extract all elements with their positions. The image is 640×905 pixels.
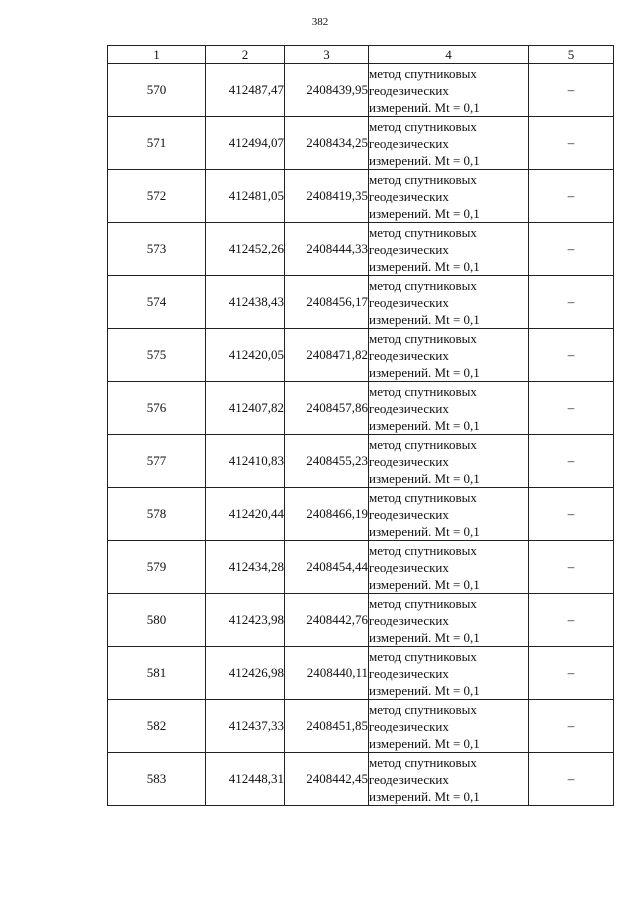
method-cell xyxy=(369,64,529,117)
method-line: метод спутниковых xyxy=(369,118,477,134)
x-coordinate-cell: 412487,47 xyxy=(206,64,285,117)
point-number-cell: 571 xyxy=(108,117,206,170)
method-cell xyxy=(369,223,529,276)
table-row xyxy=(108,170,614,223)
method-line: геодезических xyxy=(369,718,449,734)
point-number-cell: 583 xyxy=(108,753,206,806)
table-row xyxy=(108,276,614,329)
header-col-5: 5 xyxy=(529,46,614,64)
note-cell: – xyxy=(529,647,614,700)
method-line: метод спутниковых xyxy=(369,224,477,240)
method-line: метод спутниковых xyxy=(369,754,477,770)
method-cell xyxy=(369,541,529,594)
note-cell: – xyxy=(529,329,614,382)
y-coordinate-cell: 2408444,33 xyxy=(285,223,369,276)
method-line: измерений. Mt = 0,1 xyxy=(369,576,480,592)
point-number-cell: 575 xyxy=(108,329,206,382)
point-number-cell: 579 xyxy=(108,541,206,594)
note-cell: – xyxy=(529,170,614,223)
x-coordinate-cell: 412437,33 xyxy=(206,700,285,753)
method-line: измерений. Mt = 0,1 xyxy=(369,470,480,486)
method-cell xyxy=(369,647,529,700)
method-line: геодезических xyxy=(369,135,449,151)
point-number-cell: 570 xyxy=(108,64,206,117)
y-coordinate-cell: 2408471,82 xyxy=(285,329,369,382)
method-line: измерений. Mt = 0,1 xyxy=(369,629,480,645)
method-line: измерений. Mt = 0,1 xyxy=(369,735,480,751)
method-line: геодезических xyxy=(369,665,449,681)
table-row xyxy=(108,541,614,594)
method-cell xyxy=(369,276,529,329)
x-coordinate-cell: 412410,83 xyxy=(206,435,285,488)
method-line: метод спутниковых xyxy=(369,648,477,664)
method-line: метод спутниковых xyxy=(369,65,477,81)
table-row xyxy=(108,117,614,170)
method-line: измерений. Mt = 0,1 xyxy=(369,99,480,115)
y-coordinate-cell: 2408440,11 xyxy=(285,647,369,700)
point-number-cell: 574 xyxy=(108,276,206,329)
note-cell: – xyxy=(529,488,614,541)
point-number-cell: 581 xyxy=(108,647,206,700)
method-cell xyxy=(369,488,529,541)
method-line: метод спутниковых xyxy=(369,277,477,293)
table-header-row xyxy=(108,46,614,64)
method-line: метод спутниковых xyxy=(369,542,477,558)
y-coordinate-cell: 2408439,95 xyxy=(285,64,369,117)
y-coordinate-cell: 2408442,45 xyxy=(285,753,369,806)
table-row xyxy=(108,753,614,806)
y-coordinate-cell: 2408451,85 xyxy=(285,700,369,753)
method-line: метод спутниковых xyxy=(369,701,477,717)
method-line: измерений. Mt = 0,1 xyxy=(369,788,480,804)
method-cell xyxy=(369,700,529,753)
note-cell: – xyxy=(529,276,614,329)
method-line: измерений. Mt = 0,1 xyxy=(369,523,480,539)
method-cell xyxy=(369,594,529,647)
method-line: измерений. Mt = 0,1 xyxy=(369,364,480,380)
y-coordinate-cell: 2408454,44 xyxy=(285,541,369,594)
point-number-cell: 577 xyxy=(108,435,206,488)
x-coordinate-cell: 412448,31 xyxy=(206,753,285,806)
point-number-cell: 573 xyxy=(108,223,206,276)
method-line: измерений. Mt = 0,1 xyxy=(369,152,480,168)
note-cell: – xyxy=(529,594,614,647)
page-number: 382 xyxy=(311,16,329,28)
table-row xyxy=(108,594,614,647)
method-line: измерений. Mt = 0,1 xyxy=(369,417,480,433)
table-row xyxy=(108,435,614,488)
method-line: измерений. Mt = 0,1 xyxy=(369,682,480,698)
method-line: измерений. Mt = 0,1 xyxy=(369,258,480,274)
header-col-3: 3 xyxy=(285,46,369,64)
y-coordinate-cell: 2408455,23 xyxy=(285,435,369,488)
x-coordinate-cell: 412426,98 xyxy=(206,647,285,700)
table-row xyxy=(108,64,614,117)
method-line: измерений. Mt = 0,1 xyxy=(369,311,480,327)
method-line: геодезических xyxy=(369,771,449,787)
x-coordinate-cell: 412420,44 xyxy=(206,488,285,541)
x-coordinate-cell: 412481,05 xyxy=(206,170,285,223)
table-row xyxy=(108,700,614,753)
y-coordinate-cell: 2408442,76 xyxy=(285,594,369,647)
note-cell: – xyxy=(529,382,614,435)
method-line: геодезических xyxy=(369,241,449,257)
table-row xyxy=(108,382,614,435)
method-line: метод спутниковых xyxy=(369,383,477,399)
x-coordinate-cell: 412438,43 xyxy=(206,276,285,329)
table-row xyxy=(108,488,614,541)
header-col-1: 1 xyxy=(108,46,206,64)
method-line: метод спутниковых xyxy=(369,436,477,452)
method-line: метод спутниковых xyxy=(369,330,477,346)
note-cell: – xyxy=(529,117,614,170)
y-coordinate-cell: 2408457,86 xyxy=(285,382,369,435)
note-cell: – xyxy=(529,435,614,488)
method-cell xyxy=(369,382,529,435)
method-line: геодезических xyxy=(369,347,449,363)
table-body xyxy=(108,64,614,806)
method-line: геодезических xyxy=(369,559,449,575)
point-number-cell: 582 xyxy=(108,700,206,753)
note-cell: – xyxy=(529,223,614,276)
method-line: измерений. Mt = 0,1 xyxy=(369,205,480,221)
point-number-cell: 572 xyxy=(108,170,206,223)
point-number-cell: 576 xyxy=(108,382,206,435)
method-line: метод спутниковых xyxy=(369,595,477,611)
coordinates-table xyxy=(107,45,614,806)
point-number-cell: 578 xyxy=(108,488,206,541)
method-line: геодезических xyxy=(369,453,449,469)
method-line: метод спутниковых xyxy=(369,489,477,505)
method-line: геодезических xyxy=(369,188,449,204)
note-cell: – xyxy=(529,753,614,806)
method-line: геодезических xyxy=(369,612,449,628)
method-line: геодезических xyxy=(369,400,449,416)
x-coordinate-cell: 412407,82 xyxy=(206,382,285,435)
table-row xyxy=(108,223,614,276)
method-cell xyxy=(369,435,529,488)
method-cell xyxy=(369,170,529,223)
y-coordinate-cell: 2408466,19 xyxy=(285,488,369,541)
header-col-4: 4 xyxy=(369,46,529,64)
y-coordinate-cell: 2408419,35 xyxy=(285,170,369,223)
note-cell: – xyxy=(529,541,614,594)
y-coordinate-cell: 2408434,25 xyxy=(285,117,369,170)
method-line: геодезических xyxy=(369,82,449,98)
method-line: метод спутниковых xyxy=(369,171,477,187)
header-col-2: 2 xyxy=(206,46,285,64)
table-row xyxy=(108,329,614,382)
x-coordinate-cell: 412420,05 xyxy=(206,329,285,382)
table-row xyxy=(108,647,614,700)
note-cell: – xyxy=(529,64,614,117)
method-line: геодезических xyxy=(369,294,449,310)
x-coordinate-cell: 412494,07 xyxy=(206,117,285,170)
note-cell: – xyxy=(529,700,614,753)
x-coordinate-cell: 412423,98 xyxy=(206,594,285,647)
point-number-cell: 580 xyxy=(108,594,206,647)
y-coordinate-cell: 2408456,17 xyxy=(285,276,369,329)
method-line: геодезических xyxy=(369,506,449,522)
x-coordinate-cell: 412434,28 xyxy=(206,541,285,594)
method-cell xyxy=(369,329,529,382)
method-cell xyxy=(369,753,529,806)
method-cell xyxy=(369,117,529,170)
x-coordinate-cell: 412452,26 xyxy=(206,223,285,276)
